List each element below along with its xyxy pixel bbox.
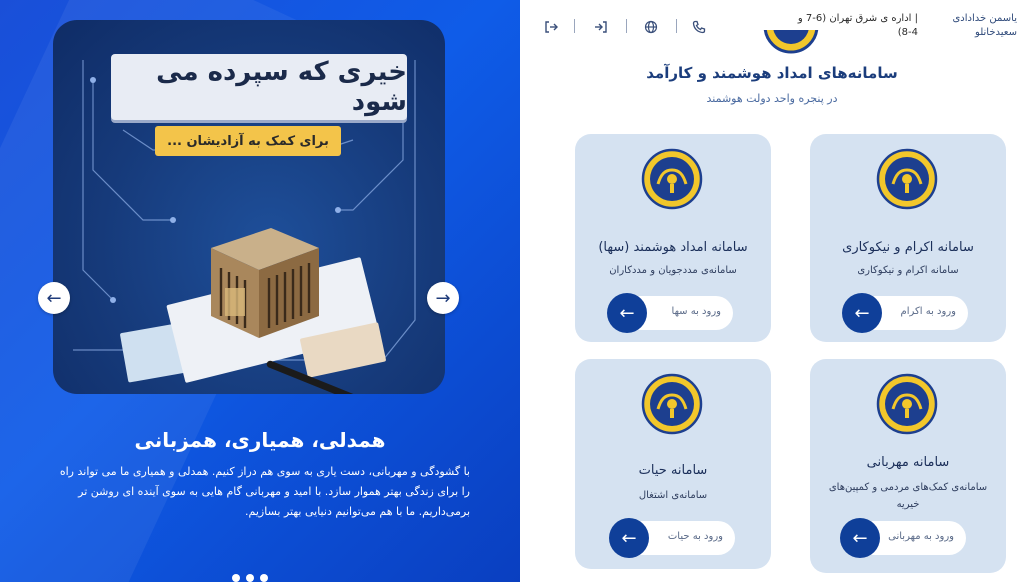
banner-title: خیری که سپرده می شود [111,54,407,120]
button-label: ورود به سها [671,306,721,317]
divider [626,19,627,33]
arrow-left-icon: ← [46,287,62,309]
enter-mehrabani-button[interactable] [846,521,966,555]
top-bar [520,0,1024,50]
arrow-right-icon: → [435,287,451,309]
organization-emblem-icon [876,373,938,435]
arrow-left-icon: ← [842,293,882,333]
slider-dot[interactable] [232,574,240,582]
slider-next-button[interactable] [427,282,459,314]
systems-panel [520,0,1024,582]
slider-prev-button[interactable] [38,282,70,314]
page-subtitle: در پنجره واحد دولت هوشمند [706,92,838,105]
divider [574,19,575,33]
enter-saha-button[interactable] [613,296,733,330]
system-card-hayat [575,359,771,569]
slide-heading: همدلی، همیاری، همزبانی [134,428,386,452]
arrow-left-icon: ← [607,293,647,333]
card-title: سامانه مهربانی [866,455,950,470]
card-title: سامانه اکرام و نیکوکاری [842,240,974,255]
card-description: سامانه‌ی مددجویان و مددکاران [609,265,737,276]
prison-house-illustration [201,218,327,346]
slider-dot[interactable] [246,574,254,582]
page-title: سامانه‌های امداد هوشمند و کارآمد [646,64,898,82]
enter-hayat-button[interactable] [615,521,735,555]
button-label: ورود به مهربانی [888,531,954,542]
card-description: سامانه‌ی اشتغال [638,490,708,501]
arrow-left-icon: ← [840,518,880,558]
card-title: سامانه امداد هوشمند (سها) [598,240,748,255]
slide-text: با گشودگی و مهربانی، دست یاری به سوی هم دراز کنیم. همدلی و همیاری ما می تواند راه را برای زندگی بهتر هموار سازد. با امید و مهربانی گام هایی به سوی آینده ای روشن تر برمی‌داریم. ما با هم می‌توانیم دنیایی بهتر بسازیم. [59,465,470,518]
card-description: سامانه‌ی کمک‌های مردمی و کمپین‌های خیریه [828,482,988,510]
globe-icon[interactable] [642,18,660,36]
banner-subtitle: برای کمک به آزادیشان ... [155,126,341,156]
user-name: یاسمن خدادادی سعیدخانلو [952,13,1017,38]
enter-ekram-button[interactable] [848,296,968,330]
system-card-ekram [810,134,1006,342]
organization-logo [763,30,819,54]
slider-dot[interactable] [260,574,268,582]
organization-emblem-icon [641,148,703,210]
card-description: سامانه اکرام و نیکوکاری [857,265,959,276]
slider-dots [230,574,270,582]
organization-emblem-icon [876,148,938,210]
login-icon[interactable] [592,18,610,36]
logout-icon[interactable] [542,18,560,36]
card-title: سامانه حیات [638,463,708,478]
button-label: ورود به حیات [667,531,723,542]
button-label: ورود به اکرام [900,306,956,317]
arrow-left-icon: ← [609,518,649,558]
organization-emblem-icon [641,373,703,435]
system-card-saha [575,134,771,342]
system-card-mehrabani [810,359,1006,573]
slide-image [53,20,445,394]
divider [676,19,677,33]
office-info: | اداره ی شرق تهران (6-7 و 4-8) [797,13,918,38]
phone-icon[interactable] [690,18,708,36]
